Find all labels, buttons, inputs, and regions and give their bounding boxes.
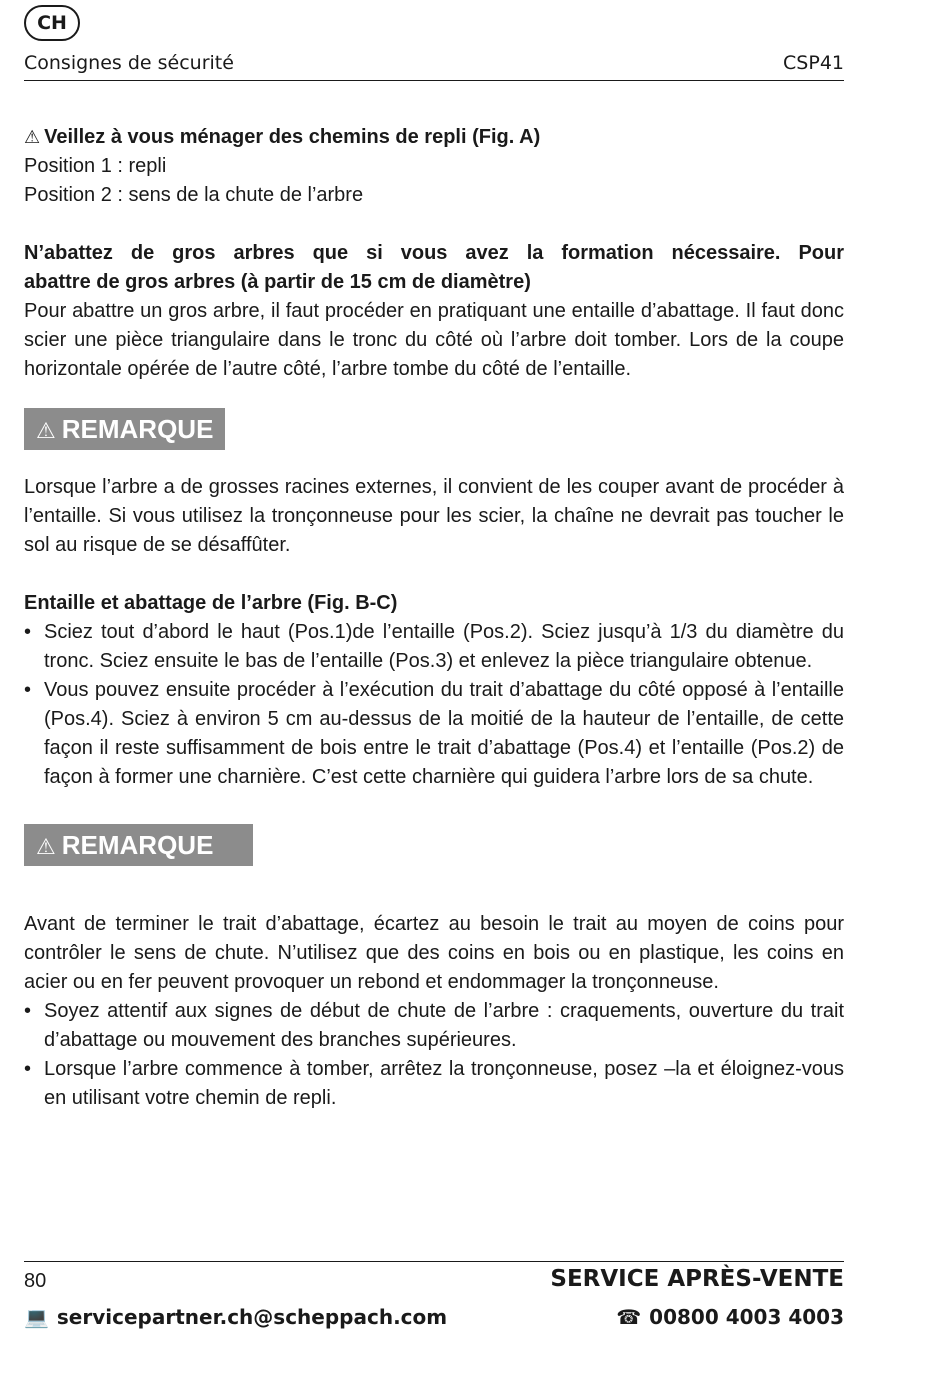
remark-label: REMARQUE	[61, 830, 214, 860]
country-code: CH	[37, 12, 67, 34]
model-name: CSP41	[783, 52, 844, 74]
escape-pos2: Position 2 : sens de la chute de l’arbre	[24, 184, 364, 206]
service-phone[interactable]	[616, 1305, 844, 1329]
warning-triangle-icon: ⚠	[24, 127, 41, 148]
telephone-icon: ☎	[616, 1305, 642, 1329]
page-header	[24, 50, 844, 81]
page-body	[24, 123, 844, 1113]
notch-list	[24, 618, 844, 792]
big-trees-bold-line1: N’abattez de gros arbres que si vous avez la formation nécessaire. Pour	[24, 242, 844, 264]
warning-triangle-icon: ⚠	[36, 835, 56, 860]
escape-heading-text: Veillez à vous ménager des chemins de repli (Fig. A)	[44, 126, 541, 148]
remark-label: REMARQUE	[61, 414, 214, 444]
list-item: • Sciez tout d’abord le haut (Pos.1)de l’entaille (Pos.2). Sciez jusqu’à 1/3 du diamètre du tronc. Sciez ensuite le bas de l’entaille (Pos.3) et enlevez la pièce triangulaire obtenue.	[24, 618, 844, 676]
footer-divider	[24, 1261, 844, 1262]
section-title: Consignes de sécurité	[24, 52, 234, 74]
big-trees-bold-line2: abattre de gros arbres (à partir de 15 cm de diamètre)	[24, 271, 531, 293]
escape-heading	[24, 123, 844, 152]
warning-triangle-icon: ⚠	[36, 419, 56, 444]
service-email[interactable]	[24, 1305, 447, 1329]
phone-text[interactable]: 00800 4003 4003	[649, 1305, 844, 1329]
service-title: SERVICE APRÈS-VENTE	[550, 1266, 844, 1292]
final-list	[24, 997, 844, 1113]
big-trees-paragraph: Pour abattre un gros arbre, il faut procéder en pratiquant une entaille d’abattage. Il faut donc scier une pièce triangulaire dans le tronc du côté où l’arbre doit tomber. Lors de la coupe horizontale opérée de l’autre côté, l’arbre tombe du côté de l’entaille.	[24, 300, 844, 380]
remark2-paragraph: Avant de terminer le trait d’abattage, écartez au besoin le trait au moyen de coins pour contrôler le sens de chute. N’utilisez que des coins en bois ou en plastique, les coins en acier ou en fer peuvent provoquer un rebond et endommager la tronçonneuse.	[24, 913, 844, 993]
computer-icon: 💻	[24, 1305, 49, 1329]
list-item: • Soyez attentif aux signes de début de chute de l’arbre : craquements, ouverture du trait d’abattage ou mouvement des branches supérieures.	[24, 997, 844, 1055]
remark-box-2	[24, 824, 253, 866]
email-text[interactable]: servicepartner.ch@scheppach.com	[56, 1305, 448, 1329]
notch-heading: Entaille et abattage de l’arbre (Fig. B-C)	[24, 592, 398, 614]
remark-box-1	[24, 408, 225, 450]
remark1-paragraph: Lorsque l’arbre a de grosses racines externes, il convient de les couper avant de procéder à l’entaille. Si vous utilisez la tronçonneuse pour les scier, la chaîne ne devrait pas toucher le sol au risque de se désaffûter.	[24, 476, 844, 556]
page-number: 80	[24, 1270, 47, 1292]
country-badge	[24, 5, 80, 41]
escape-pos1: Position 1 : repli	[24, 155, 167, 177]
list-item: • Vous pouvez ensuite procéder à l’exécution du trait d’abattage du côté opposé à l’entaille (Pos.4). Sciez à environ 5 cm au-dessus de la moitié de la hauteur de l’entaille, de cette façon il reste suffisamment de bois entre le trait d’abattage (Pos.4) et l’entaille (Pos.2) de façon à former une charnière. C’est cette charnière qui guidera l’arbre lors de sa chute.	[24, 676, 844, 792]
list-item: • Lorsque l’arbre commence à tomber, arrêtez la tronçonneuse, posez –la et éloignez-vous en utilisant votre chemin de repli.	[24, 1055, 844, 1113]
